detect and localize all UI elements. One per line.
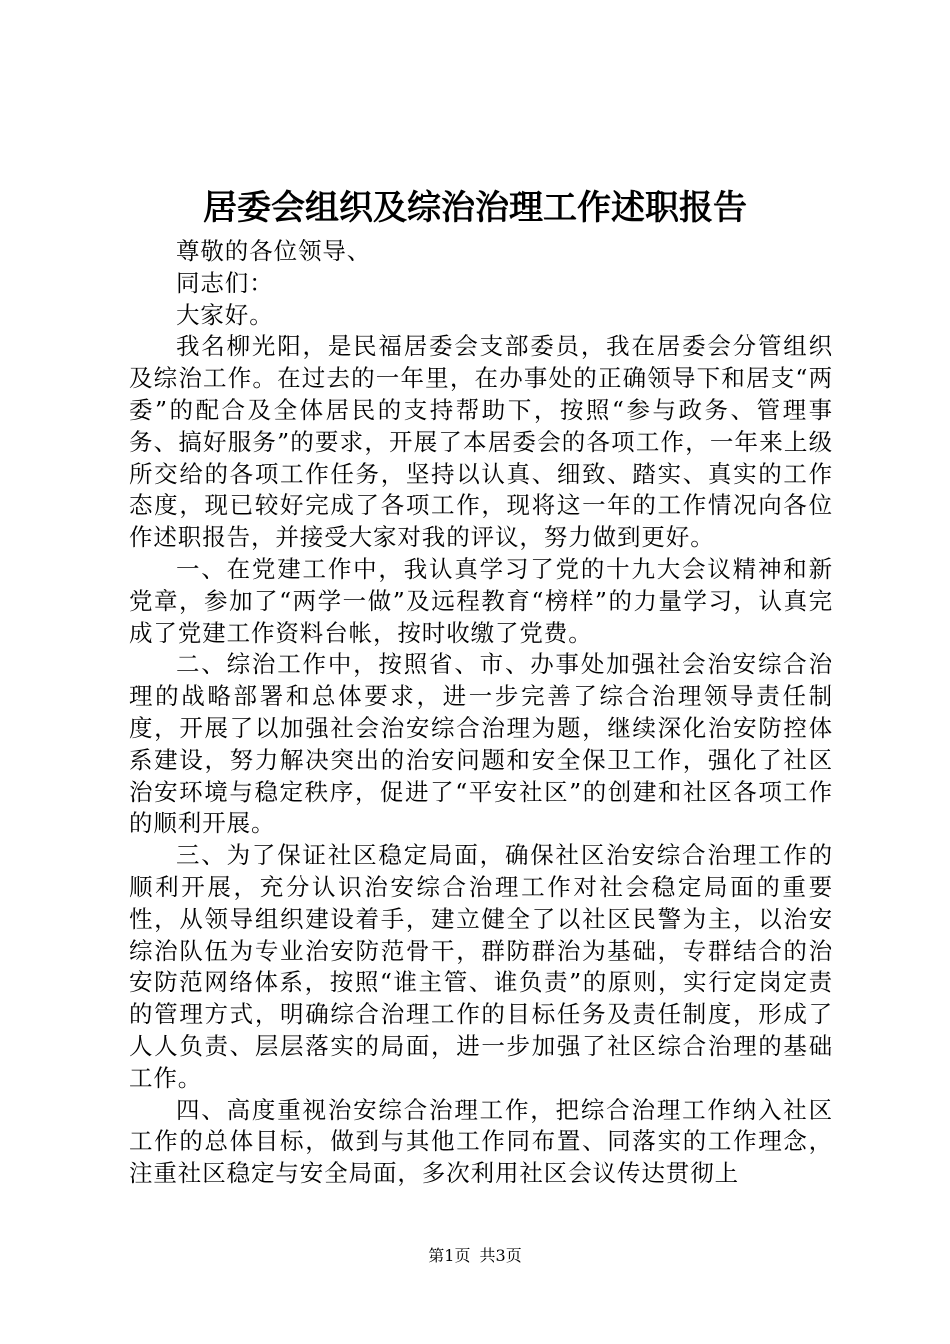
document-body [129, 236, 833, 1190]
page-total: 共3页 [479, 1246, 522, 1265]
paragraph-security-priority: 四、高度重视治安综合治理工作，把综合治理工作纳入社区工作的总体目标，做到与其他工作同布置、同落实的工作理念，注重社区稳定与安全局面，多次利用社区会议传达贯彻上 [129, 1095, 833, 1188]
paragraph-intro: 我名柳光阳，是民福居委会支部委员，我在居委会分管组织及综治工作。在过去的一年里，在办事处的正确领导下和居支“两委”的配合及全体居民的支持帮助下，按照“参与政务、管理事务、搞好服务”的要求，开展了本居委会的各项工作，一年来上级所交给的各项工作任务，坚持以认真、细致、踏实、真实的工作态度，现已较好完成了各项工作，现将这一年的工作情况向各位作述职报告，并接受大家对我的评议，努力做到更好。 [129, 332, 833, 552]
paragraph-party-building: 一、在党建工作中，我认真学习了党的十九大会议精神和新党章，参加了“两学一做”及远程教育“榜样”的力量学习，认真完成了党建工作资料台帐，按时收缴了党费。 [129, 554, 833, 647]
page-number: 第1页 [428, 1246, 471, 1265]
salutation-line-2: 同志们： [176, 268, 274, 297]
greeting-line: 大家好。 [176, 300, 274, 329]
document-title: 居委会组织及综治治理工作述职报告 [203, 188, 747, 228]
paragraph-community-stability: 三、为了保证社区稳定局面，确保社区治安综合治理工作的顺利开展，充分认识治安综合治理工作对社会稳定局面的重要性，从领导组织建设着手，建立健全了以社区民警为主，以治安综治队伍为专业治安防范骨干，群防群治为基础，专群结合的治安防范网络体系，按照“谁主管、谁负责”的原则，实行定岗定责的管理方式，明确综合治理工作的目标任务及责任制度，形成了人人负责、层层落实的局面，进一步加强了社区综合治理的基础工作。 [129, 841, 833, 1092]
paragraph-comprehensive-governance: 二、综治工作中，按照省、市、办事处加强社会治安综合治理的战略部署和总体要求，进一步完善了综合治理领导责任制度，开展了以加强社会治安综合治理为题，继续深化治安防控体系建设，努力解决突出的治安问题和安全保卫工作，强化了社区治安环境与稳定秩序，促进了“平安社区”的创建和社区各项工作的顺利开展。 [129, 650, 833, 838]
page-footer [0, 1244, 950, 1268]
salutation-line-1: 尊敬的各位领导、 [176, 237, 372, 265]
